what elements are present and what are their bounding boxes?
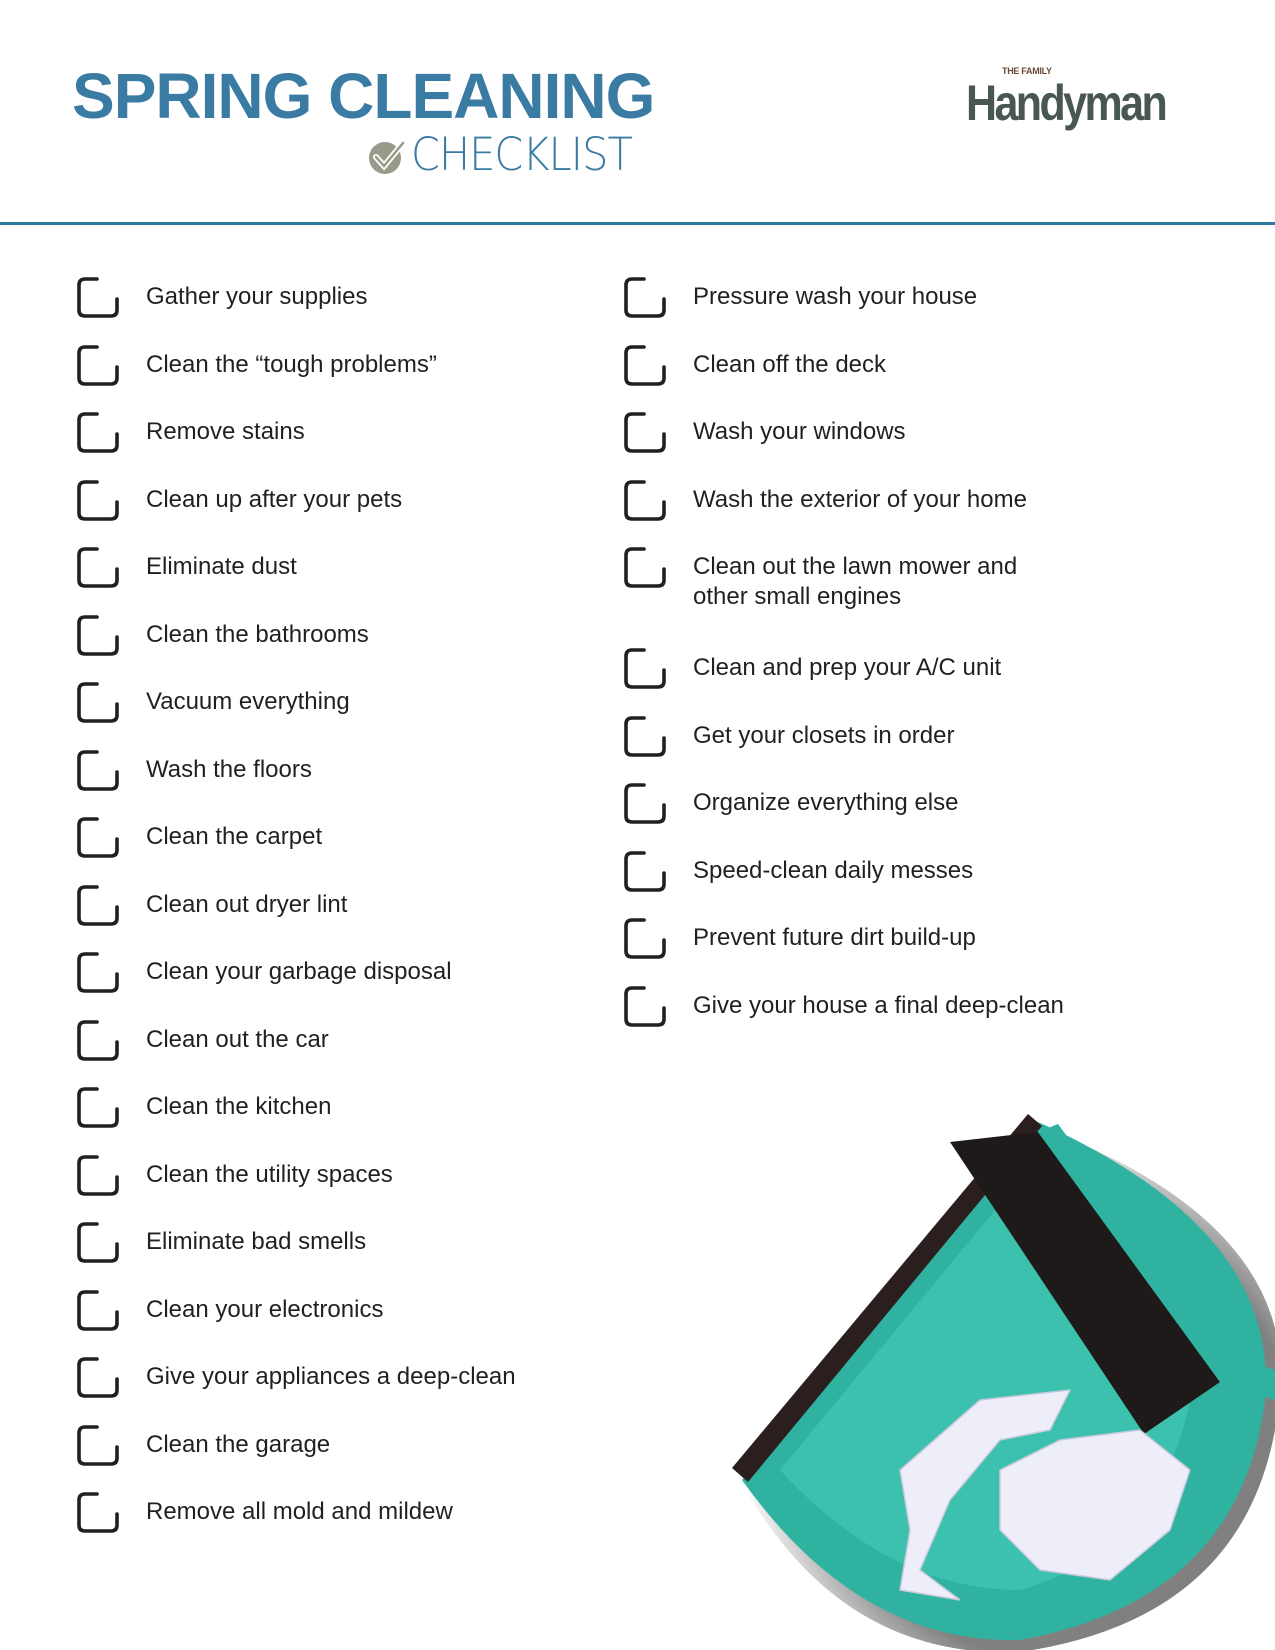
checkbox-icon[interactable] bbox=[622, 342, 668, 388]
checklist-item[interactable] bbox=[75, 1152, 606, 1198]
checklist-item[interactable] bbox=[622, 983, 1213, 1029]
checklist-item-label: Eliminate bad smells bbox=[146, 1228, 367, 1255]
checkbox-icon[interactable] bbox=[75, 814, 121, 860]
checklist-item-label: Clean the “tough problems” bbox=[146, 351, 437, 378]
checklist-item[interactable] bbox=[622, 645, 1213, 691]
checklist-item-label: Vacuum everything bbox=[146, 688, 350, 715]
header-divider bbox=[0, 222, 1275, 225]
checklist-item[interactable] bbox=[622, 274, 1213, 320]
checklist-item[interactable] bbox=[75, 747, 606, 793]
checklist-item[interactable] bbox=[75, 1354, 606, 1400]
handyman-logo bbox=[966, 66, 1202, 132]
checkbox-icon[interactable] bbox=[75, 1219, 121, 1265]
checklist-item-label: Prevent future dirt build-up bbox=[693, 924, 976, 951]
checkbox-icon[interactable] bbox=[622, 274, 668, 320]
page-subtitle bbox=[367, 128, 651, 181]
checklist-item-label: Get your closets in order bbox=[693, 722, 955, 749]
checkbox-icon[interactable] bbox=[75, 612, 121, 658]
checklist-item[interactable] bbox=[622, 477, 1213, 523]
checklist-item-label: Wash the floors bbox=[146, 756, 312, 783]
logo-small-text: THE FAMILY bbox=[1002, 66, 1052, 76]
checkbox-icon[interactable] bbox=[75, 544, 121, 590]
checklist-item-label: Clean the kitchen bbox=[146, 1093, 332, 1120]
checklist-item[interactable] bbox=[622, 713, 1213, 759]
checklist-item[interactable] bbox=[75, 477, 606, 523]
checkbox-icon[interactable] bbox=[75, 409, 121, 455]
checklist-item-label: Clean up after your pets bbox=[146, 486, 403, 513]
checklist-item[interactable] bbox=[75, 544, 606, 590]
checklist-item-label: Pressure wash your house bbox=[693, 283, 978, 310]
broom-dustpan-illustration bbox=[720, 1100, 1275, 1650]
checkbox-icon[interactable] bbox=[622, 780, 668, 826]
checkbox-icon[interactable] bbox=[75, 679, 121, 725]
checkbox-icon[interactable] bbox=[622, 409, 668, 455]
checklist-item-label: Clean and prep your A/C unit bbox=[693, 654, 1002, 681]
checklist-item[interactable] bbox=[75, 882, 606, 928]
checklist-item[interactable] bbox=[75, 1017, 606, 1063]
checklist-item-label: Clean the utility spaces bbox=[146, 1161, 393, 1188]
checklist-item-label: Give your appliances a deep-clean bbox=[146, 1363, 516, 1390]
checklist-item-label: Clean out the lawn mower and other small engines bbox=[693, 553, 1018, 610]
checklist-item[interactable] bbox=[75, 409, 606, 455]
checklist-item[interactable] bbox=[75, 274, 606, 320]
checklist-item[interactable] bbox=[622, 342, 1213, 388]
checkbox-icon[interactable] bbox=[75, 1287, 121, 1333]
checklist-item-label: Clean your electronics bbox=[146, 1296, 384, 1323]
checklist-item-label: Wash the exterior of your home bbox=[693, 486, 1027, 513]
checklist-item[interactable] bbox=[622, 848, 1213, 894]
logo-wordmark: Handyman bbox=[966, 75, 1166, 131]
checklist-item-label: Wash your windows bbox=[693, 418, 906, 445]
checklist-item-label: Clean off the deck bbox=[693, 351, 887, 378]
checklist-item-label: Clean the bathrooms bbox=[146, 621, 369, 648]
checklist-item[interactable] bbox=[75, 1422, 606, 1468]
checklist-item-label: Clean out the car bbox=[146, 1026, 329, 1053]
checklist-item-label: Gather your supplies bbox=[146, 283, 368, 310]
checklist-item-label: Speed-clean daily messes bbox=[693, 857, 974, 884]
checkbox-icon[interactable] bbox=[75, 747, 121, 793]
checkbox-icon[interactable] bbox=[75, 1422, 121, 1468]
checklist-item-label: Remove all mold and mildew bbox=[146, 1498, 453, 1525]
checkbox-icon[interactable] bbox=[75, 477, 121, 523]
page-title: SPRING CLEANING bbox=[72, 60, 655, 132]
checkbox-icon[interactable] bbox=[622, 983, 668, 1029]
checklist-item[interactable] bbox=[75, 342, 606, 388]
checklist-item[interactable] bbox=[75, 1084, 606, 1130]
checkbox-icon[interactable] bbox=[75, 1084, 121, 1130]
check-circle-icon bbox=[367, 137, 407, 177]
checklist-item[interactable] bbox=[75, 612, 606, 658]
checkbox-icon[interactable] bbox=[622, 848, 668, 894]
checkbox-icon[interactable] bbox=[622, 915, 668, 961]
checkbox-icon[interactable] bbox=[75, 274, 121, 320]
subtitle-text: CHECKLIST bbox=[411, 128, 632, 181]
checkbox-icon[interactable] bbox=[75, 949, 121, 995]
checklist-item-label: Clean out dryer lint bbox=[146, 891, 348, 918]
checkbox-icon[interactable] bbox=[75, 342, 121, 388]
checklist-item-label: Clean the garage bbox=[146, 1431, 331, 1458]
checkbox-icon[interactable] bbox=[622, 544, 668, 590]
checklist-item[interactable] bbox=[622, 544, 1063, 612]
checklist-item-label: Remove stains bbox=[146, 418, 305, 445]
checklist-item[interactable] bbox=[75, 814, 606, 860]
checklist-item-label: Clean the carpet bbox=[146, 823, 323, 850]
checklist-item-label: Clean your garbage disposal bbox=[146, 958, 452, 985]
checkbox-icon[interactable] bbox=[75, 882, 121, 928]
checkbox-icon[interactable] bbox=[75, 1489, 121, 1535]
checkbox-icon[interactable] bbox=[75, 1354, 121, 1400]
checklist-item[interactable] bbox=[75, 1489, 606, 1535]
checklist-item[interactable] bbox=[75, 949, 606, 995]
checklist-item[interactable] bbox=[75, 679, 606, 725]
checklist-item-label: Eliminate dust bbox=[146, 553, 297, 580]
checkbox-icon[interactable] bbox=[622, 713, 668, 759]
checklist-item[interactable] bbox=[622, 780, 1213, 826]
checkbox-icon[interactable] bbox=[75, 1152, 121, 1198]
checklist-item[interactable] bbox=[75, 1219, 606, 1265]
checkbox-icon[interactable] bbox=[622, 477, 668, 523]
checkbox-icon[interactable] bbox=[75, 1017, 121, 1063]
checklist-item-label: Give your house a final deep-clean bbox=[693, 992, 1064, 1019]
checklist-item[interactable] bbox=[622, 915, 1213, 961]
checkbox-icon[interactable] bbox=[622, 645, 668, 691]
checklist-item[interactable] bbox=[622, 409, 1213, 455]
checklist-item-label: Organize everything else bbox=[693, 789, 959, 816]
checklist-item[interactable] bbox=[75, 1287, 606, 1333]
